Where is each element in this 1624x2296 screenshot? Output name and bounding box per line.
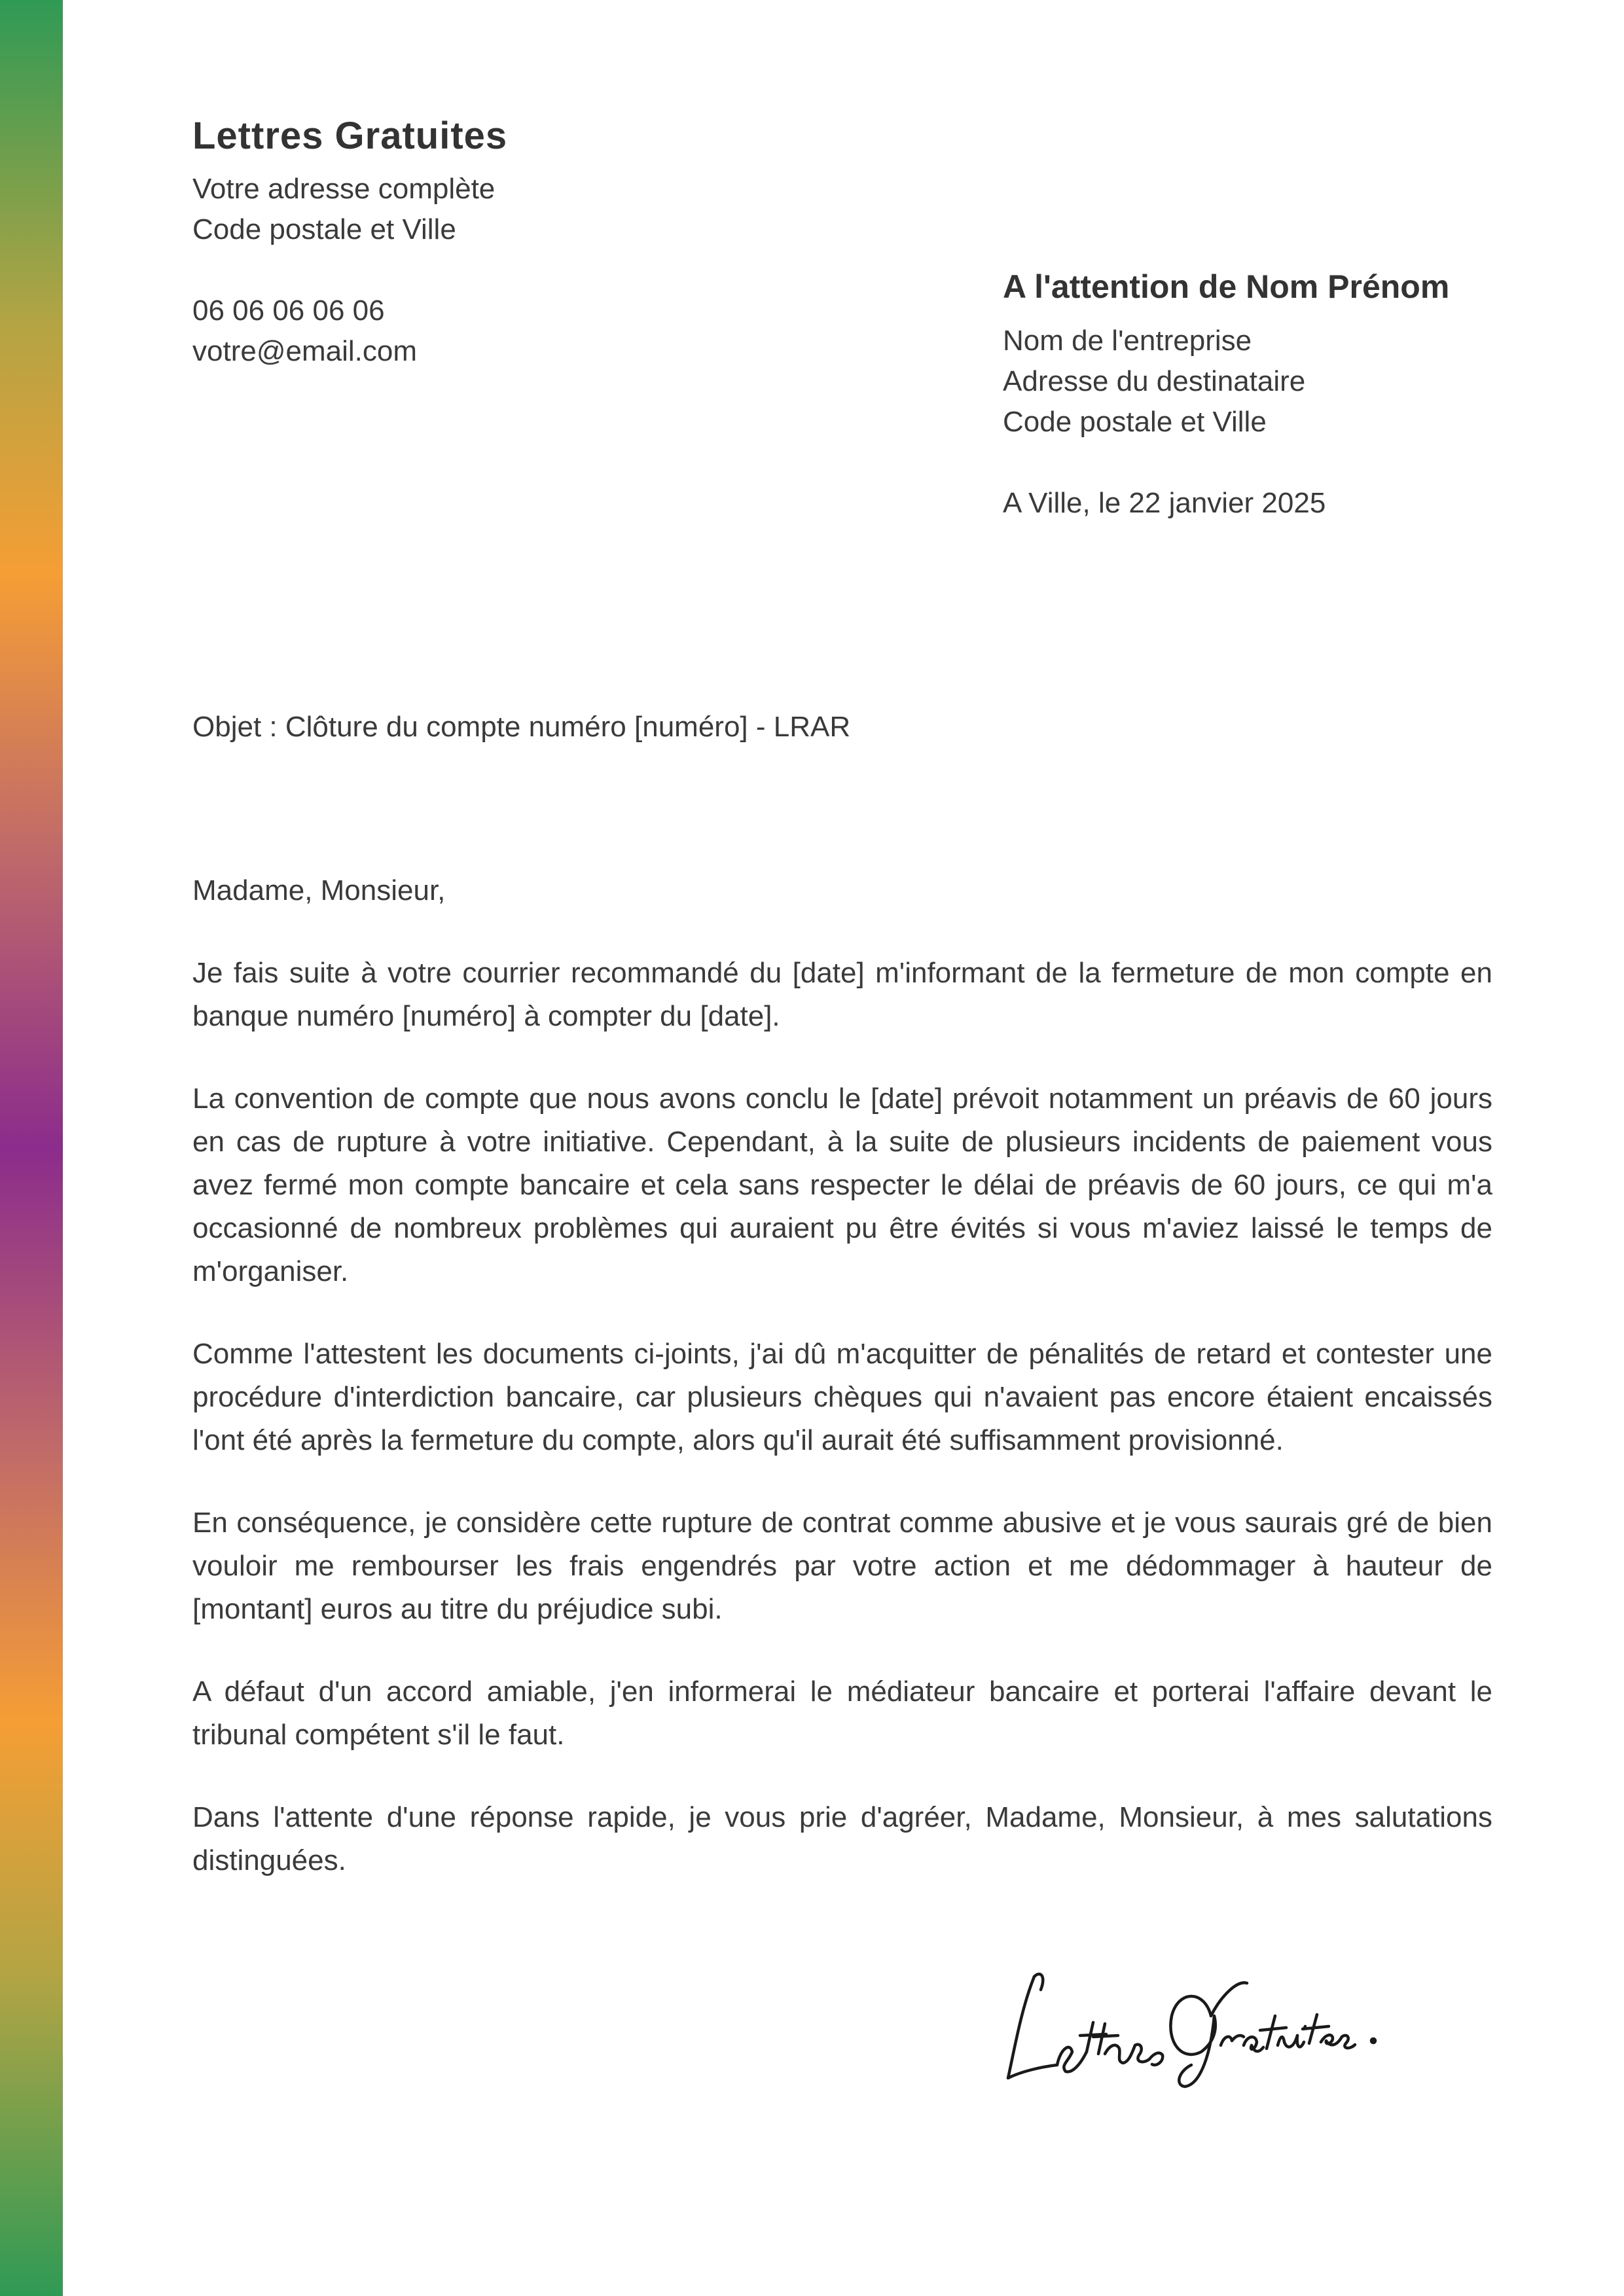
- letter-body: [192, 869, 1492, 1922]
- recipient-address: Adresse du destinataire: [1003, 365, 1306, 397]
- recipient-block: [1003, 263, 1592, 524]
- paragraph-6: Dans l'attente d'une réponse rapide, je vous prie d'agréer, Madame, Monsieur, à mes salutations distinguées.: [192, 1801, 1492, 1876]
- sender-phone: 06 06 06 06 06: [192, 295, 385, 327]
- letter-date: A Ville, le 22 janvier 2025: [1003, 487, 1326, 519]
- sender-name: Lettres Gratuites: [192, 115, 508, 157]
- paragraph-2: La convention de compte que nous avons conclu le [date] prévoit notamment un préavis de 60 jours en cas de rupture à votre initiative. Cependant, à la suite de plusieurs incidents de paiement vous avez fermé mon compte bancaire et cela sans respecter le délai de préavis de 60 jours, ce qui m'a occasionné de nombreux problèmes qui auraient pu être évités si vous m'aviez laissé le temps de m'organiser.: [192, 1083, 1492, 1287]
- recipient-attention: A l'attention de Nom Prénom: [1003, 268, 1450, 305]
- sender-address: Votre adresse complète: [192, 173, 496, 205]
- recipient-city: Code postale et Ville: [1003, 406, 1267, 438]
- recipient-company: Nom de l'entreprise: [1003, 325, 1252, 357]
- paragraph-1: Je fais suite à votre courrier recommandé du [date] m'informant de la fermeture de mon compte en banque numéro [numéro] à compter du [date].: [192, 957, 1492, 1032]
- paragraph-4: En conséquence, je considère cette rupture de contrat comme abusive et je vous saurais gré de bien vouloir me rembourser les frais engendrés par votre action et me dédommager à hauteur de [montant] euros au titre du préjudice subi.: [192, 1507, 1492, 1625]
- sender-block: [192, 110, 782, 372]
- letter-subject: Objet : Clôture du compte numéro [numéro] - LRAR: [192, 711, 851, 743]
- decorative-gradient-bar: [0, 0, 63, 2296]
- spacer: [192, 250, 782, 291]
- greeting: Madame, Monsieur,: [192, 874, 446, 906]
- paragraph-5: A défaut d'un accord amiable, j'en informerai le médiateur bancaire et porterai l'affaire devant le tribunal compétent s'il le faut.: [192, 1676, 1492, 1751]
- handwritten-signature: [995, 1937, 1388, 2094]
- paragraph-3: Comme l'attestent les documents ci-joints, j'ai dû m'acquitter de pénalités de retard et contester une procédure d'interdiction bancaire, car plusieurs chèques qui n'avaient pas encore étaient encaissés l'ont été après la fermeture du compte, alors qu'il aurait été suffisamment provisionné.: [192, 1338, 1492, 1456]
- sender-email: votre@email.com: [192, 335, 417, 367]
- sender-city: Code postale et Ville: [192, 213, 456, 245]
